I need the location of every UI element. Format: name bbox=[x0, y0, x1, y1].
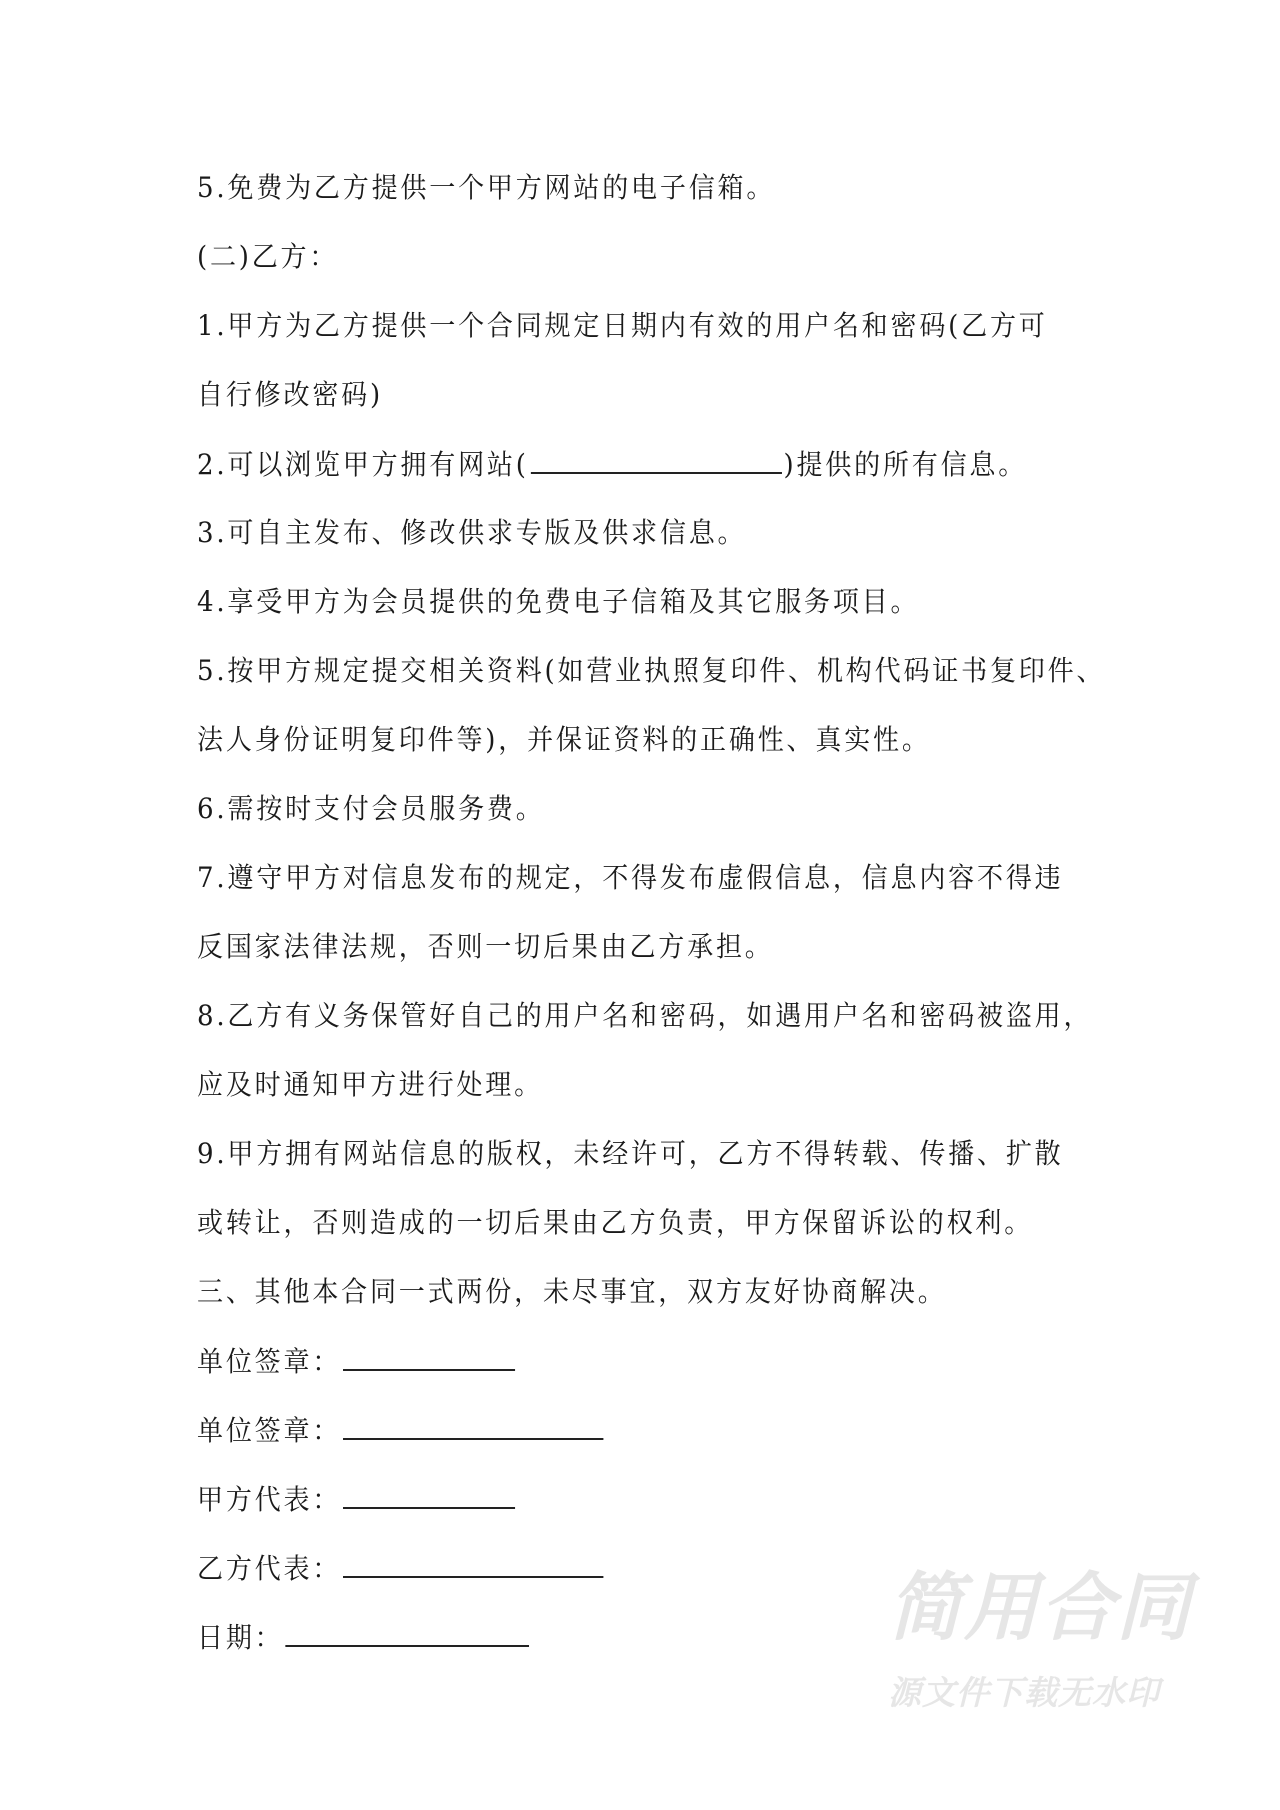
clause-text: 2.可以浏览甲方拥有网站( bbox=[197, 448, 529, 481]
clause-line: 应及时通知甲方进行处理。 bbox=[197, 1068, 543, 1101]
clause-line: 6.需按时支付会员服务费。 bbox=[197, 792, 545, 825]
signature-label: 甲方代表： bbox=[197, 1483, 342, 1516]
clause-line: 5.按甲方规定提交相关资料(如营业执照复印件、机构代码证书复印件、 bbox=[197, 654, 1106, 687]
signature-label: 单位签章： bbox=[197, 1345, 342, 1378]
signature-label: 单位签章： bbox=[197, 1414, 342, 1447]
date-blank-field bbox=[285, 1617, 529, 1647]
watermark-subtitle: 源文件下载无水印 bbox=[888, 1673, 1160, 1712]
clause-line: 3.可自主发布、修改供求专版及供求信息。 bbox=[197, 516, 747, 549]
watermark bbox=[888, 1565, 1198, 1715]
clause-line: 9.甲方拥有网站信息的版权，未经许可，乙方不得转载、传播、扩散 bbox=[197, 1137, 1064, 1170]
signature-blank-field bbox=[343, 1479, 515, 1509]
website-blank-field bbox=[531, 444, 782, 474]
clause-line: 反国家法律法规，否则一切后果由乙方承担。 bbox=[197, 930, 774, 963]
clause-line: 法人身份证明复印件等)，并保证资料的正确性、真实性。 bbox=[197, 723, 931, 756]
signature-label: 乙方代表： bbox=[197, 1552, 342, 1585]
signature-blank-field bbox=[343, 1548, 603, 1578]
clause-line: 7.遵守甲方对信息发布的规定，不得发布虚假信息，信息内容不得违 bbox=[197, 861, 1064, 894]
clause-line: 自行修改密码) bbox=[197, 378, 383, 411]
clause-text: )提供的所有信息。 bbox=[783, 448, 1028, 481]
clause-line: 8.乙方有义务保管好自己的用户名和密码，如遇用户名和密码被盗用， bbox=[197, 999, 1093, 1032]
clause-line: 5.免费为乙方提供一个甲方网站的电子信箱。 bbox=[197, 171, 776, 204]
watermark-title: 简用合同 bbox=[888, 1565, 1192, 1651]
signature-blank-field bbox=[343, 1410, 603, 1440]
section-heading-party-b: (二)乙方： bbox=[197, 240, 339, 273]
contract-body bbox=[197, 168, 1117, 1686]
section-heading-other: 三、其他本合同一式两份，未尽事宜，双方友好协商解决。 bbox=[197, 1275, 947, 1308]
clause-line: 1.甲方为乙方提供一个合同规定日期内有效的用户名和密码(乙方可 bbox=[197, 309, 1048, 342]
signature-line-unit-seal-2 bbox=[197, 1410, 1053, 1450]
signature-line-unit-seal-1 bbox=[197, 1341, 1053, 1381]
signature-label: 日期： bbox=[197, 1621, 284, 1654]
signature-line-party-a-rep bbox=[197, 1479, 1053, 1519]
clause-line-website bbox=[197, 444, 1053, 484]
clause-line: 4.享受甲方为会员提供的免费电子信箱及其它服务项目。 bbox=[197, 585, 920, 618]
clause-line: 或转让，否则造成的一切后果由乙方负责，甲方保留诉讼的权利。 bbox=[197, 1206, 1034, 1239]
signature-blank-field bbox=[343, 1341, 515, 1371]
